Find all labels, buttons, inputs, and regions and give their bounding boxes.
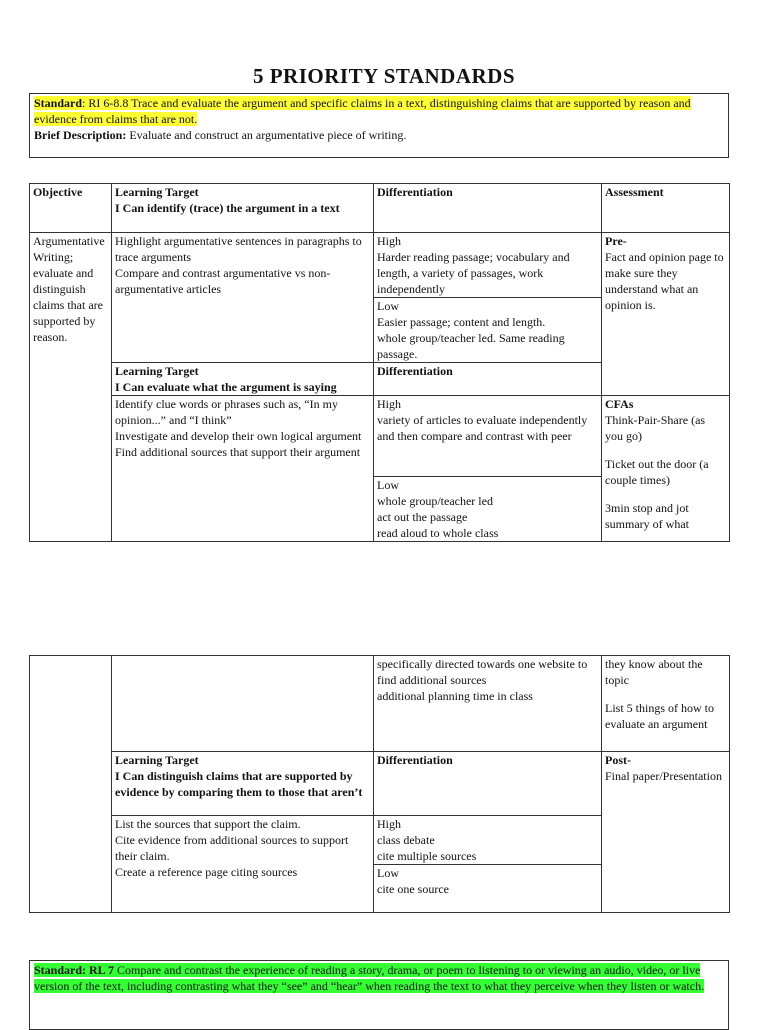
standard-2-label: Standard: [34,963,87,977]
diff3-high: High class debate cite multiple sources [374,816,602,865]
diff2-high: High variety of articles to evaluate independently and then compare and contrast with peer [374,396,602,477]
pre-assessment: Pre- Fact and opinion page to make sure they understand what an opinion is. [602,233,730,396]
cfa-continued: they know about the topic List 5 things of how to evaluate an argument [602,656,730,752]
learning-target-header-2: Learning Target I Can evaluate what the argument is saying [112,363,374,396]
post-assessment: Post- Final paper/Presentation [602,752,730,913]
learning-target-header-3: Learning Target I Can distinguish claims that are supported by evidence by comparing them to those that aren’t [112,752,374,816]
diff1-low: Low Easier passage; content and length. whole group/teacher led. Same reading passage. [374,298,602,363]
standard-2-code: RL 7 [86,963,115,977]
standard-description: : RI 6-8.8 Trace and evaluate the argument and specific claims in a text, distinguishing claims that are supported by reason and evidence from claims that are not. [34,96,691,126]
lt3-activities: List the sources that support the claim. Cite evidence from additional sources to support their claim. Create a reference page citing sources [112,816,374,913]
diff2-low: Low whole group/teacher led act out the passage read aloud to whole class [374,477,602,542]
objective-cell: Argumentative Writing; evaluate and distinguish claims that are supported by reason. [30,233,112,542]
lt2-activities: Identify clue words or phrases such as, “In my opinion...” and “I think” Investigate and develop their own logical argument Find additional sources that support their argument [112,396,374,542]
differentiation-header-2: Differentiation [374,363,602,396]
differentiation-header-1: Differentiation [374,184,602,233]
standard-2-text [34,963,704,993]
standard-text [34,95,724,127]
learning-target-header-1: Learning Target I Can identify (trace) the argument in a text [112,184,374,233]
page-title: 5 PRIORITY STANDARDS [252,64,516,88]
brief-description [34,127,724,143]
standard-box [29,93,729,158]
diff3-low: Low cite one source [374,865,602,913]
lt1-activities: Highlight argumentative sentences in paragraphs to trace arguments Compare and contrast argumentative vs non-argumentative articles [112,233,374,363]
brief-description-text: Evaluate and construct an argumentative piece of writing. [126,128,407,142]
diff2-low-continued: specifically directed towards one website to find additional sources additional planning time in class [374,656,602,752]
standard-label: Standard [34,96,83,110]
differentiation-header-3: Differentiation [374,752,602,816]
standards-table-1 [29,183,730,542]
assessment-header: Assessment [602,184,730,233]
objective-cell-continued [30,656,112,913]
standard-box-2 [29,960,729,1030]
objective-header: Objective [30,184,112,233]
lt-continued [112,656,374,752]
standard-2-description: Compare and contrast the experience of reading a story, drama, or poem to listening to or viewing an audio, video, or live version of the text, including contrasting what they “see” and “hear” when reading the text to what they perceive when they listen or watch. [34,963,705,993]
diff1-high: High Harder reading passage; vocabulary and length, a variety of passages, work independently [374,233,602,298]
cfa-assessment: CFAs Think-Pair-Share (as you go) Ticket out the door (a couple times) 3min stop and jot summary of what [602,396,730,542]
standards-table-2 [29,655,730,913]
brief-description-label: Brief Description: [34,128,127,142]
